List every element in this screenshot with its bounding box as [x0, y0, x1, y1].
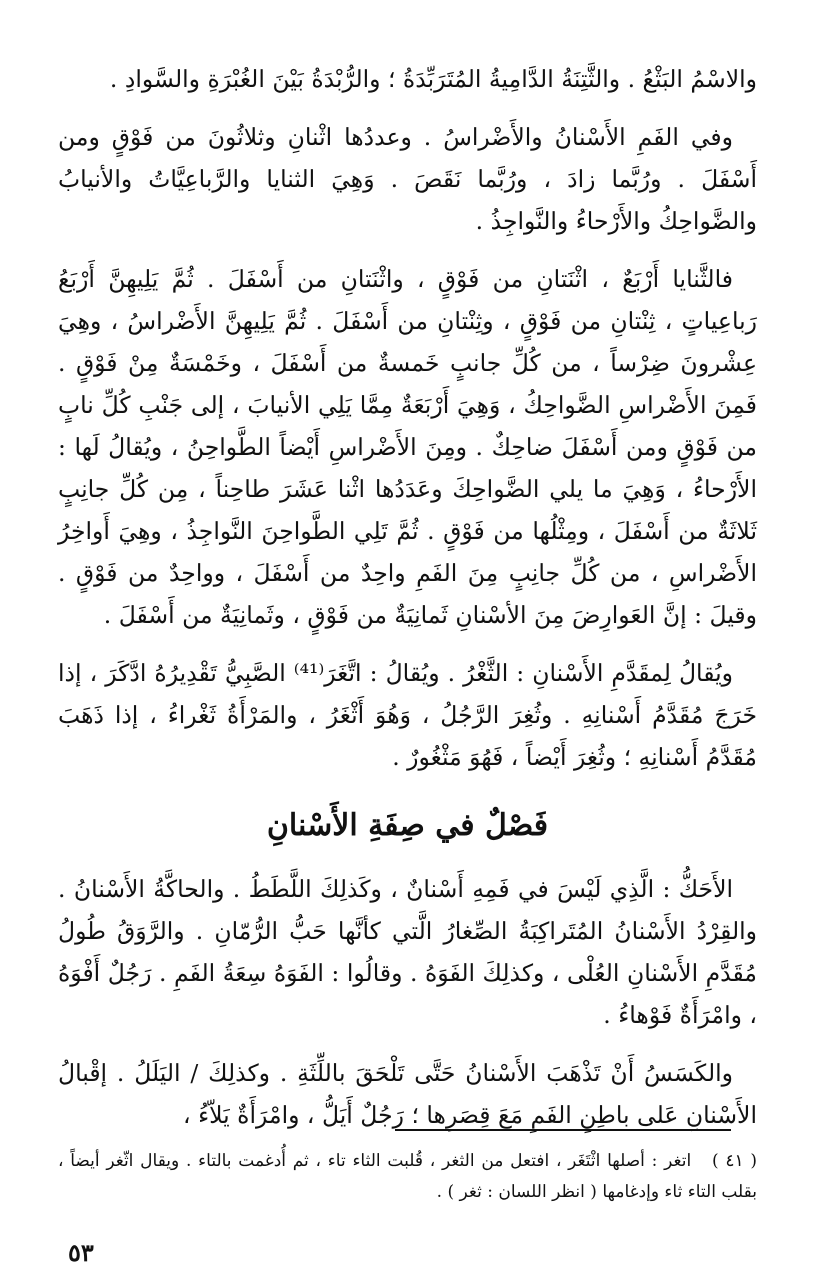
section-heading: فَصْلٌ في صِفَةِ الأَسْنانِ [266, 808, 549, 843]
paragraph-2: وفي الفَمِ الأَسْنانُ والأَضْراسُ . وعددُها اثْنانِ وثلاثُونَ من فَوْقٍ ومن أَسْفَلَ . ورُبَّما زادَ ، ورُبَّما نَقَصَ . وَهِيَ الثنايا والرَّباعِيَّاتُ والأنيابُ والضَّواحِكُ والأَرْحاءُ والنَّواجِذُ . [58, 123, 757, 235]
page-body [58, 58, 757, 1152]
paragraph-3: فالثَّنايا أَرْبَعٌ ، اثْنَتانِ من فَوْقٍ ، واثْنَتانِ من أَسْفَلَ . ثُمَّ يَلِيهِنَّ أَرْبَعُ رَباعِياتٍ ، ثِنْتانِ من فَوْقٍ ، وثِنْتانِ من أَسْفَلَ . ثُمَّ يَلِيهِنَّ الأَضْراسُ ، وهِيَ عِشْرونَ ضِرْساً ، من كُلِّ جانبٍ خَمسةٌ من أَسْفَلَ ، وخَمْسَةٌ مِنْ فَوْقٍ . فَمِنَ الأَضْراسِ الضَّواحِكُ ، وَهِيَ أَرْبَعَةٌ مِمَّا يَلِي الأنيابَ ، إلى جَنْبِ كُلِّ نابٍ من فَوْقٍ ومن أَسْفَلَ ضاحِكٌ . ومِنَ الأَضْراسِ أَيْضاً الطَّواحِنُ ، ويُقالُ لَها : الأَرْحاءُ ، وَهِيَ ما يلي الضَّواحِكَ وعَدَدُها اثْنا عَشَرَ طاحِناً ، مِن كُلِّ جانِبٍ ثَلاثَةٌ من أَسْفَلَ ، ومِثْلُها من فَوْقٍ . ثُمَّ تَلِي الطَّواحِنَ النَّواجِذُ ، وهِيَ أَواخِرُ الأَضْراسِ ، من كُلِّ جانِبٍ مِنَ الفَمِ واحِدٌ من أَسْفَلَ ، وواحِدٌ من فَوْقٍ . وقيلَ : إنَّ العَوارِضَ مِنَ الأسْنانِ ثَمانِيَةٌ من فَوْقٍ ، وثَمانِيَةٌ من أَسْفَلَ . [58, 265, 757, 629]
footnote-divider [395, 1129, 731, 1131]
page-number: ٥٣ [68, 1238, 94, 1267]
paragraph-1: والاسْمُ البَثْعُ . والثَّتِنَةُ الدَّامِيةُ المُتَرَبِّدَةُ ؛ والرُّبْدَةُ بَيْنَ الغُبْرَةِ والسَّوادِ . [109, 65, 757, 93]
footnote-41 [58, 1146, 757, 1208]
section-paragraph-1: الأَحَكُّ : الَّذِي لَيْسَ في فَمِهِ أَسْنانٌ ، وكَذلِكَ اللَّطَطُ . والحاكَّةُ الأَسْنانُ . والقِرْدُ الأَسْنانُ المُتَراكِبَةُ الصِّغارُ الَّتي كأنَّها حَبُّ الرُّمّانِ . والرَّوَقُ طُولُ مُقَدَّمِ الأَسْنانِ العُلْى ، وكذلِكَ الفَوَهُ . وقالُوا : الفَوَهُ سِعَةُ الفَمِ . رَجُلٌ أَفْوَهُ ، وامْرَأَةٌ فَوْهاءُ . [58, 875, 757, 1029]
footnote-text: اتغر : أصلها اثْتَغَر ، افتعل من الثغر ، قُلبت الثاء تاء ، ثم أُدغمت بالتاء . ويقال اثّغر أيضاً ، بقلب التاء ثاء وإدغامها ( انظر اللسان : ثغر ) . [58, 1151, 757, 1202]
paragraph-4: ويُقالُ لِمقَدَّمِ الأَسْنانِ : الثَّغْرُ . ويُقالُ : اتَّغَرَ⁽⁴¹⁾ الصَّبِيُّ تَقْدِيرُهُ ادَّكَرَ ، إذا خَرَجَ مُقَدَّمُ أَسْنانِهِ . وثُغِرَ الرَّجُلُ ، وَهُوَ أَثْغَرُ ، والمَرْأَةُ ثَغْراءُ ، إذا ذَهَبَ مُقَدَّمُ أَسْنانِهِ ؛ وثُغِرَ أَيْضاً ، فَهُوَ مَثْغُورٌ . [58, 659, 757, 771]
section-paragraph-2: والكَسَسُ أَنْ تَذْهَبَ الأَسْنانُ حَتَّى تَلْحَقَ باللِّثَةِ . وكذلِكَ / اليَلَلُ . إقْبالُ الأَسْنانِ عَلى باطِنِ الفَمِ مَعَ قِصَرِها ؛ رَجُلٌ أَيَلُّ ، وامْرَأَةٌ يَلاّءُ ، [58, 1059, 757, 1129]
footnotes [58, 1146, 757, 1208]
footnote-number: ( ٤١ ) [711, 1151, 757, 1171]
